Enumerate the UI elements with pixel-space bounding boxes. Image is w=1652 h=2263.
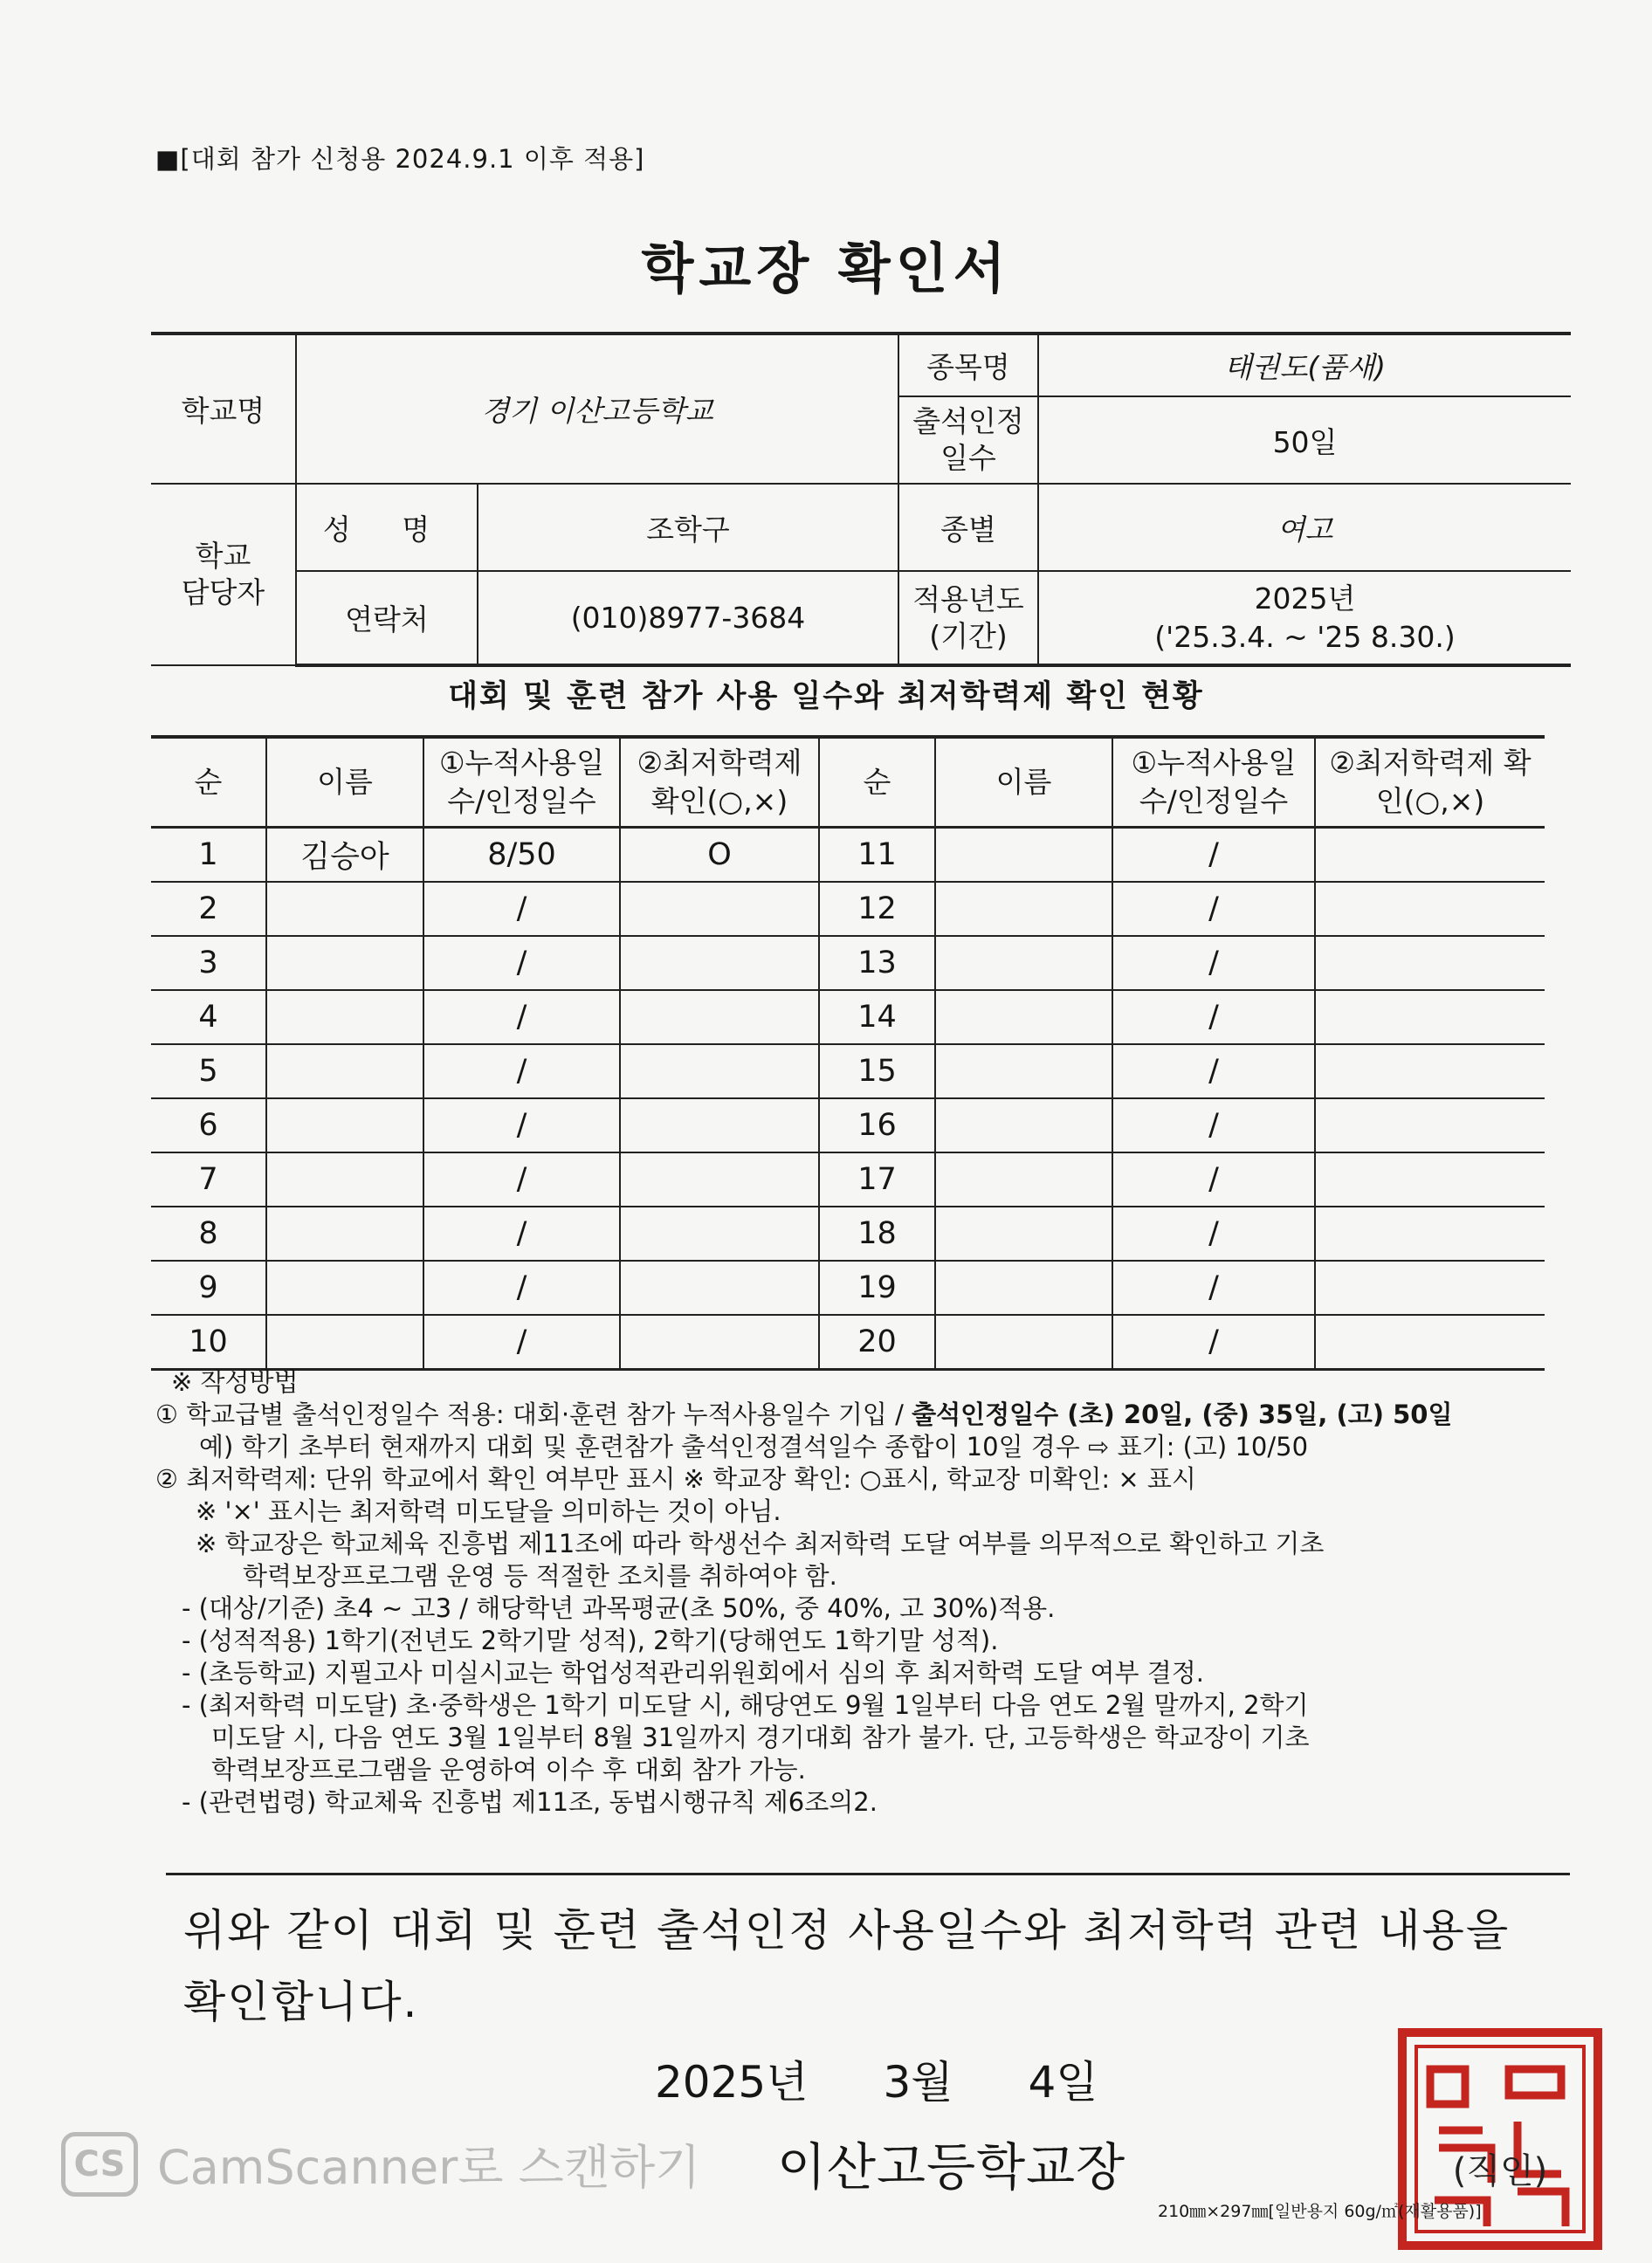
table-row bbox=[151, 1098, 1545, 1152]
category-label: 종별 bbox=[898, 484, 1038, 571]
student-name bbox=[266, 1207, 423, 1261]
table-row bbox=[151, 1152, 1545, 1207]
row-number: 5 bbox=[151, 1044, 266, 1098]
check-mark bbox=[1315, 1044, 1545, 1098]
note-6: - (대상/기준) 초4 ~ 고3 / 해당학년 과목평균(초 50%, 중 40%, 고 30%)적용. bbox=[182, 1593, 1056, 1623]
note-5: 학력보장프로그램 운영 등 적절한 조치를 취하여야 함. bbox=[243, 1561, 837, 1591]
days-used: / bbox=[1112, 936, 1315, 990]
check-mark bbox=[620, 1098, 819, 1152]
note-1-marker: ① bbox=[155, 1400, 178, 1429]
note-1-text: 학교급별 출석인정일수 적용: 대회·훈련 참가 누적사용일수 기입 / bbox=[186, 1400, 912, 1429]
check-mark: O bbox=[620, 828, 819, 883]
notes-section bbox=[155, 1366, 1579, 1819]
seal-label: (직인) bbox=[1452, 2151, 1548, 2191]
contact-label: 연락처 bbox=[296, 571, 478, 665]
note-7: - (성적적용) 1학기(전년도 2학기말 성적), 2학기(당해연도 1학기말 성적). bbox=[182, 1626, 999, 1655]
year-cell bbox=[1038, 571, 1571, 665]
student-name bbox=[266, 990, 423, 1044]
header-days-2: ①누적사용일수/인정일수 bbox=[1112, 737, 1315, 828]
student-name bbox=[266, 1261, 423, 1315]
days-used: / bbox=[423, 1098, 620, 1152]
check-mark bbox=[620, 882, 819, 936]
row-number: 18 bbox=[819, 1207, 935, 1261]
section-title: 대회 및 훈련 참가 사용 일수와 최저학력제 확인 현황 bbox=[448, 679, 1204, 714]
table-row bbox=[151, 936, 1545, 990]
row-number: 12 bbox=[819, 882, 935, 936]
check-mark bbox=[620, 1315, 819, 1370]
student-name bbox=[935, 1315, 1112, 1370]
check-mark bbox=[1315, 936, 1545, 990]
period-value: ('25.3.4. ~ '25 8.30.) bbox=[1154, 619, 1456, 654]
watermark-text: CamScanner로 스캔하기 bbox=[157, 2140, 701, 2195]
row-number: 8 bbox=[151, 1207, 266, 1261]
sport-label: 종목명 bbox=[898, 334, 1038, 396]
year-value: 2025년 bbox=[1254, 581, 1356, 616]
check-mark bbox=[620, 1044, 819, 1098]
note-8: - (초등학교) 지필고사 미실시교는 학업성적관리위원회에서 심의 후 최저학력 도달 여부 결정. bbox=[182, 1658, 1205, 1688]
days-used: / bbox=[423, 1207, 620, 1261]
date-year: 2025년 bbox=[655, 2057, 809, 2108]
row-number: 14 bbox=[819, 990, 935, 1044]
table-row bbox=[151, 1207, 1545, 1261]
header-check: ②최저학력제 확인(○,×) bbox=[620, 737, 819, 828]
row-number: 10 bbox=[151, 1315, 266, 1370]
note-3: ※ '×' 표시는 최저학력 미도달을 의미하는 것이 아님. bbox=[196, 1496, 781, 1526]
row-number: 16 bbox=[819, 1098, 935, 1152]
check-mark bbox=[620, 1207, 819, 1261]
header-no: 순 bbox=[151, 737, 266, 828]
days-used: / bbox=[1112, 1261, 1315, 1315]
note-1-bold: 출석인정일수 (초) 20일, (중) 35일, (고) 50일 bbox=[912, 1400, 1453, 1429]
row-number: 19 bbox=[819, 1261, 935, 1315]
table-row bbox=[151, 1044, 1545, 1098]
check-mark bbox=[620, 1261, 819, 1315]
check-mark bbox=[1315, 990, 1545, 1044]
days-used: / bbox=[423, 1152, 620, 1207]
student-name bbox=[935, 936, 1112, 990]
student-name bbox=[935, 828, 1112, 883]
header-days: ①누적사용일수/인정일수 bbox=[423, 737, 620, 828]
student-name bbox=[935, 882, 1112, 936]
note-1-example: 예) 학기 초부터 현재까지 대회 및 훈련참가 출석인정결석일수 종합이 10일 경우 ⇨ 표기: (고) 10/50 bbox=[199, 1432, 1309, 1462]
table-row bbox=[151, 882, 1545, 936]
note-4: ※ 학교장은 학교체육 진흥법 제11조에 따라 학생선수 최저학력 도달 여부를 의무적으로 확인하고 기초 bbox=[196, 1529, 1325, 1558]
days-used: / bbox=[1112, 1207, 1315, 1261]
table-row bbox=[151, 1315, 1545, 1370]
header-check-2: ②최저학력제 확인(○,×) bbox=[1315, 737, 1545, 828]
school-name: 경기 이산고등학교 bbox=[296, 334, 898, 484]
header-note: ■[대회 참가 신청용 2024.9.1 이후 적용] bbox=[155, 144, 645, 174]
sport-value: 태권도(품새) bbox=[1038, 334, 1571, 396]
row-number: 2 bbox=[151, 882, 266, 936]
student-name bbox=[266, 1098, 423, 1152]
student-name bbox=[935, 1261, 1112, 1315]
days-used: / bbox=[423, 882, 620, 936]
date-line bbox=[655, 2047, 1160, 2110]
row-number: 3 bbox=[151, 936, 266, 990]
note-12: - (관련법령) 학교체육 진흥법 제11조, 동법시행규칙 제6조의2. bbox=[182, 1787, 878, 1817]
school-label: 학교명 bbox=[151, 334, 296, 484]
row-number: 11 bbox=[819, 828, 935, 883]
student-name bbox=[935, 1207, 1112, 1261]
days-used: / bbox=[423, 990, 620, 1044]
category-value: 여고 bbox=[1038, 484, 1571, 571]
row-number: 7 bbox=[151, 1152, 266, 1207]
scanner-watermark bbox=[61, 2130, 700, 2198]
student-name bbox=[935, 1152, 1112, 1207]
divider bbox=[166, 1873, 1570, 1875]
row-number: 13 bbox=[819, 936, 935, 990]
paper-spec: 210㎜×297㎜[일반용지 60g/㎡(재활용품)] bbox=[1158, 2202, 1482, 2221]
camscanner-logo-icon: CS bbox=[61, 2132, 138, 2197]
manager-label: 학교 담당자 bbox=[151, 484, 296, 665]
year-label: 적용년도 (기간) bbox=[898, 571, 1038, 665]
check-mark bbox=[1315, 1261, 1545, 1315]
school-info-table bbox=[151, 332, 1571, 667]
student-name bbox=[935, 1044, 1112, 1098]
table-row bbox=[151, 990, 1545, 1044]
note-2-marker: ② bbox=[155, 1464, 178, 1494]
days-used: / bbox=[1112, 1044, 1315, 1098]
name-label: 성 명 bbox=[296, 484, 478, 571]
attendance-value: 50일 bbox=[1038, 396, 1571, 484]
check-mark bbox=[1315, 1315, 1545, 1370]
student-name bbox=[266, 882, 423, 936]
days-used: / bbox=[423, 936, 620, 990]
header-name-2: 이름 bbox=[935, 737, 1112, 828]
days-used: / bbox=[1112, 990, 1315, 1044]
table-row bbox=[151, 1261, 1545, 1315]
contact-value: (010)8977-3684 bbox=[478, 571, 898, 665]
days-used: / bbox=[423, 1315, 620, 1370]
note-1 bbox=[155, 1399, 1579, 1431]
days-used: / bbox=[423, 1261, 620, 1315]
days-used: 8/50 bbox=[423, 828, 620, 883]
notes-heading: ※ 작성방법 bbox=[171, 1367, 299, 1397]
row-number: 4 bbox=[151, 990, 266, 1044]
days-used: / bbox=[1112, 1315, 1315, 1370]
note-2-text: 최저학력제: 단위 학교에서 확인 여부만 표시 ※ 학교장 확인: ○표시, 학교장 미확인: × 표시 bbox=[186, 1464, 1196, 1494]
row-number: 1 bbox=[151, 828, 266, 883]
record-table bbox=[151, 735, 1545, 1371]
document-title: 학교장 확인서 bbox=[641, 237, 1011, 300]
name-value: 조학구 bbox=[478, 484, 898, 571]
confirmation-text: 위와 같이 대회 및 훈련 출석인정 사용일수와 최저학력 관련 내용을 확인합니다. bbox=[183, 1905, 1511, 2027]
student-name bbox=[266, 1152, 423, 1207]
row-number: 9 bbox=[151, 1261, 266, 1315]
row-number: 6 bbox=[151, 1098, 266, 1152]
row-number: 20 bbox=[819, 1315, 935, 1370]
note-9: - (최저학력 미도달) 초·중학생은 1학기 미도달 시, 해당연도 9월 1일부터 다음 연도 2월 말까지, 2학기 bbox=[182, 1690, 1309, 1720]
days-used: / bbox=[423, 1044, 620, 1098]
date-day: 4일 bbox=[1028, 2057, 1098, 2108]
student-name bbox=[266, 936, 423, 990]
check-mark bbox=[1315, 1098, 1545, 1152]
note-2 bbox=[155, 1463, 1579, 1496]
header-no-2: 순 bbox=[819, 737, 935, 828]
attendance-label: 출석인정 일수 bbox=[898, 396, 1038, 484]
row-number: 15 bbox=[819, 1044, 935, 1098]
table-row bbox=[151, 828, 1545, 883]
check-mark bbox=[1315, 1152, 1545, 1207]
check-mark bbox=[620, 990, 819, 1044]
days-used: / bbox=[1112, 1098, 1315, 1152]
days-used: / bbox=[1112, 882, 1315, 936]
header-name: 이름 bbox=[266, 737, 423, 828]
school-head: 이산고등학교장 bbox=[777, 2137, 1126, 2197]
check-mark bbox=[620, 936, 819, 990]
check-mark bbox=[1315, 882, 1545, 936]
student-name bbox=[935, 990, 1112, 1044]
student-name bbox=[266, 1315, 423, 1370]
student-name: 김승아 bbox=[266, 828, 423, 883]
check-mark bbox=[1315, 1207, 1545, 1261]
check-mark bbox=[620, 1152, 819, 1207]
student-name bbox=[266, 1044, 423, 1098]
date-month: 3월 bbox=[883, 2057, 953, 2108]
days-used: / bbox=[1112, 828, 1315, 883]
check-mark bbox=[1315, 828, 1545, 883]
student-name bbox=[935, 1098, 1112, 1152]
note-10: 미도달 시, 다음 연도 3월 1일부터 8월 31일까지 경기대회 참가 불가. 단, 고등학생은 학교장이 기초 bbox=[211, 1723, 1310, 1752]
row-number: 17 bbox=[819, 1152, 935, 1207]
note-11: 학력보장프로그램을 운영하여 이수 후 대회 참가 가능. bbox=[211, 1755, 806, 1785]
days-used: / bbox=[1112, 1152, 1315, 1207]
